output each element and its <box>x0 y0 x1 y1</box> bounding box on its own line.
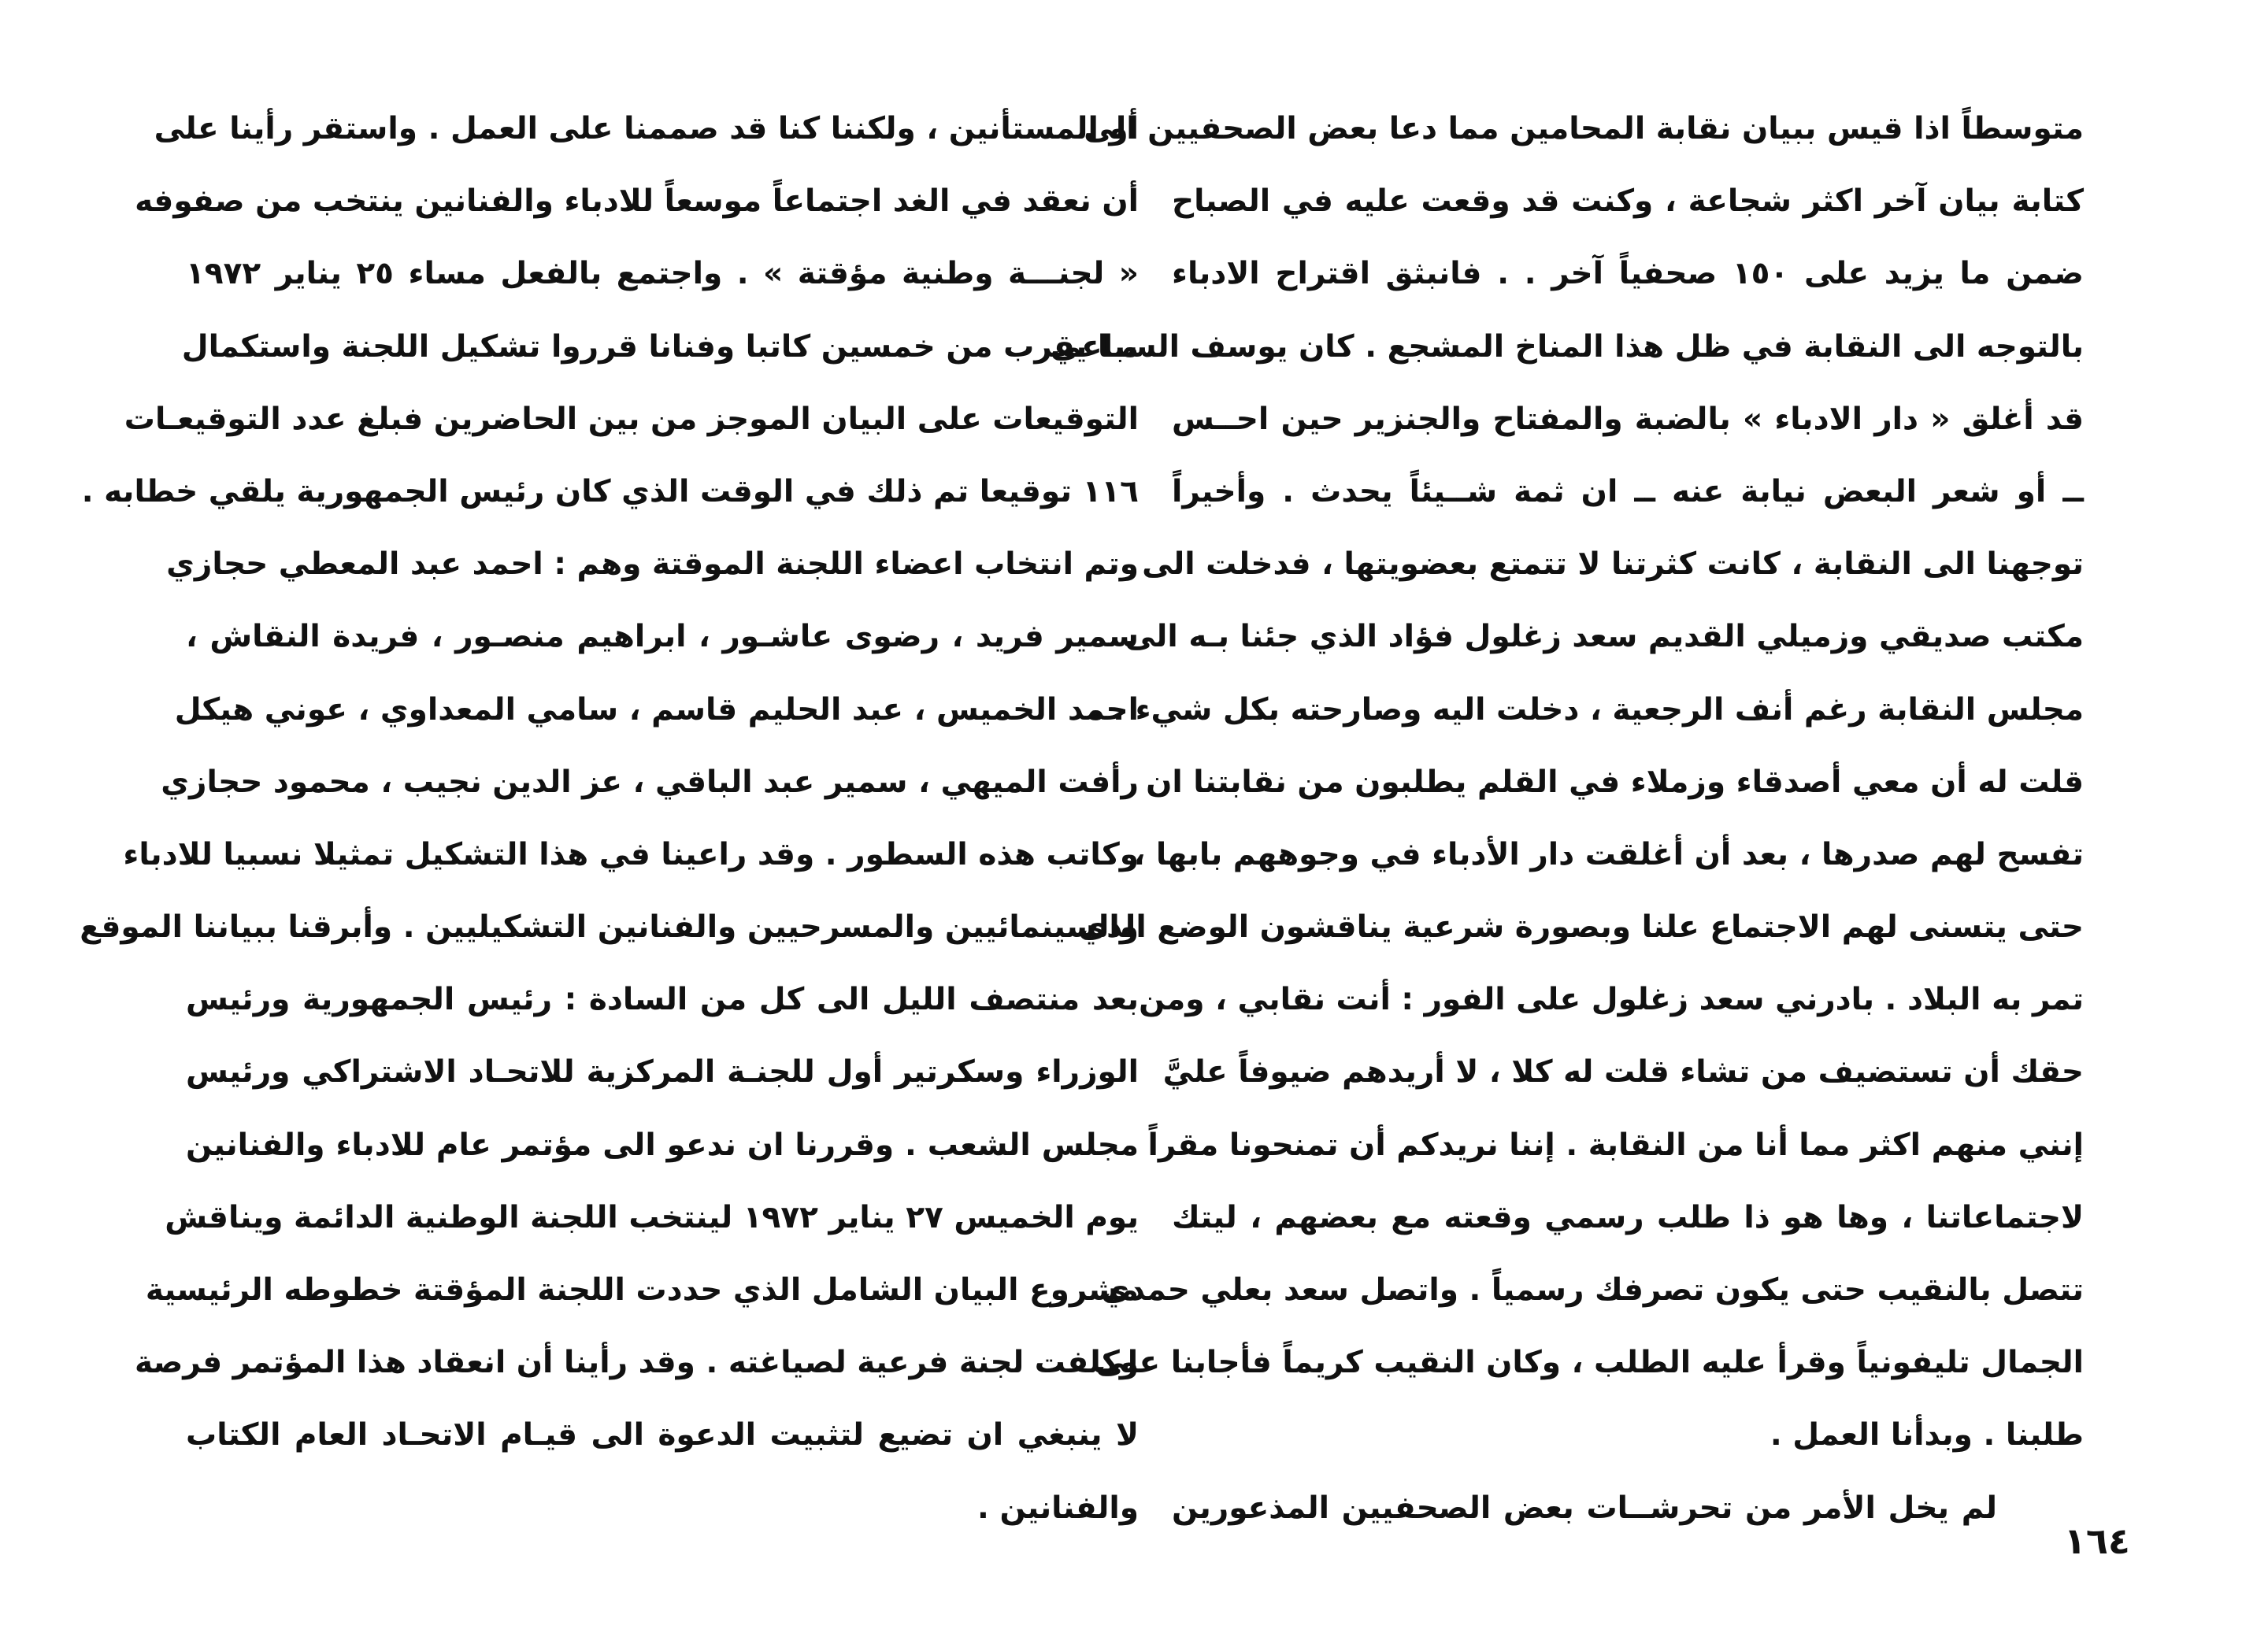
page-number: ١٦٤ <box>2063 1520 2130 1562</box>
text-line: بالتوجه الى النقابة في ظل هذا المناخ المشجع . كان يوسف السباعي <box>1050 328 2084 365</box>
text-line: ــ أو شعر البعض نيابة عنه ــ ان ثمة شــيئاً يحدث . وأخيراً <box>1172 473 2084 509</box>
text-line: احمد الخميس ، عبد الحليم قاسم ، سامي المعداوي ، عوني هيكل <box>174 691 1139 728</box>
text-line: وتم انتخاب اعضاء اللجنة الموقتة وهم : احمد عبد المعطي حجازي <box>166 546 1139 583</box>
text-line: تتصل بالنقيب حتى يكون تصرفك رسمياً . واتصل سعد بعلي حمدي <box>1101 1272 2084 1308</box>
text-line: تفسح لهم صدرها ، بعد أن أغلقت دار الأدباء في وجوههم بابها ، <box>1133 836 2084 872</box>
text-line: ضمن ما يزيد على ١٥٠ صحفياً آخر . . فانبثق اقتراح الادباء <box>1172 256 2084 292</box>
paragraph-start-line: لم يخل الأمر من تحرشــات بعض الصحفيين المذعورين <box>1172 1490 1997 1526</box>
text-line: مشروع البيان الشامل الذي حددت اللجنة المؤقتة خطوطه الرئيسية <box>145 1272 1139 1308</box>
text-line: يوم الخميس ٢٧ يناير ١٩٧٢ لينتخب اللجنة الوطنية الدائمة ويناقش <box>165 1199 1139 1235</box>
text-line: « لجنـــة وطنية مؤقتة » . واجتمع بالفعل مساء ٢٥ يناير ١٩٧٢ <box>186 256 1139 292</box>
text-line: حتى يتسنى لهم الاجتماع علنا وبصورة شرعية يناقشون الوضع الذي <box>1078 909 2084 946</box>
text-line: قلت له أن معي أصدقاء وزملاء في القلم يطلبون من نقابتنا ان <box>1146 764 2084 800</box>
left-text-column <box>80 93 1139 1545</box>
text-line: وكاتب هذه السطور . وقد راعينا في هذا التشكيل تمثيلا نسبيا للادباء <box>123 836 1139 872</box>
text-line: ١١٦ توقيعا تم ذلك في الوقت الذي كان رئيس الجمهورية يلقي خطابه . <box>81 473 1139 509</box>
text-line: مجلس الشعب . وقررنا ان ندعو الى مؤتمر عام للادباء والفنانين <box>186 1127 1139 1163</box>
text-line: تمر به البلاد . بادرني سعد زغلول على الفور : أنت نقابي ، ومن <box>1139 982 2084 1018</box>
text-line: أن نعقد في الغد اجتماعاً موسعاً للادباء والفنانين ينتخب من صفوفه <box>135 183 1139 220</box>
text-line: مـا يقرب من خمسين كاتبا وفنانا قرروا تشكيل اللجنة واستكمال <box>181 328 1139 365</box>
text-line: التوقيعات على البيان الموجز من بين الحاضرين فبلغ عدد التوقيعـات <box>124 401 1139 437</box>
paragraph-end-line: طلبنا . وبدأنا العمل . <box>1770 1417 2084 1453</box>
text-line: بعد منتصف الليل الى كل من السادة : رئيس الجمهورية ورئيس <box>186 982 1139 1018</box>
paragraph-end-line: والفنانين . <box>977 1490 1139 1526</box>
text-line: إنني منهم اكثر مما أنا من النقابة . إننا نريدكم أن تمنحونا مقراً <box>1147 1127 2084 1163</box>
text-line: الجمال تليفونياً وقرأ عليه الطلب ، وكان النقيب كريماً فأجابنا على <box>1095 1345 2084 1381</box>
text-line: مجلس النقابة رغم أنف الرجعية ، دخلت اليه وصارحته بكل شيء . . <box>1090 691 2084 728</box>
text-line: سمير فريد ، رضوى عاشـور ، ابراهيم منصـور ، فريدة النقاش ، <box>186 619 1139 655</box>
text-line: رأفت الميهي ، سمير عبد الباقي ، عز الدين نجيب ، محمود حجازي <box>161 764 1139 800</box>
text-line: لاجتماعاتنا ، وها هو ذا طلب رسمي وقعته مع بعضهم ، ليتك <box>1172 1199 2084 1235</box>
text-line: قد أغلق « دار الادباء » بالضبة والمفتاح والجنزير حين احــس <box>1172 401 2084 437</box>
text-line: وكلفت لجنة فرعية لصياغته . وقد رأينا أن انعقاد هذا المؤتمر فرصة <box>134 1345 1139 1381</box>
text-line: كتابة بيان آخر اكثر شجاعة ، وكنت قد وقعت عليه في الصباح <box>1172 183 2084 220</box>
text-line: حقك أن تستضيف من تشاء قلت له كلا ، لا أريدهم ضيوفاً عليَّ <box>1162 1054 2084 1090</box>
text-line: والسينمائيين والمسرحيين والفنانين التشكيليين . وأبرقنا ببياننا الموقع <box>80 909 1139 946</box>
text-line: متوسطاً اذا قيس ببيان نقابة المحامين مما دعا بعض الصحفيين الى <box>1084 111 2084 146</box>
text-line: مكتب صديقي وزميلي القديم سعد زغلول فؤاد الذي جئنا بـه الى <box>1125 619 2084 655</box>
text-line: لا ينبغي ان تضيع لتثبيت الدعوة الى قيـام الاتحـاد العام الكتاب <box>186 1417 1139 1453</box>
text-line: توجهنا الى النقابة ، كانت كثرتنا لا تتمتع بعضويتها ، فدخلت الى <box>1142 546 2084 583</box>
text-line: الوزراء وسكرتير أول للجنـة المركزية للاتحـاد الاشتراكي ورئيس <box>186 1054 1139 1090</box>
text-line: أو المستأنين ، ولكننا كنا قد صممنا على العمل . واستقر رأينا على <box>154 111 1139 146</box>
